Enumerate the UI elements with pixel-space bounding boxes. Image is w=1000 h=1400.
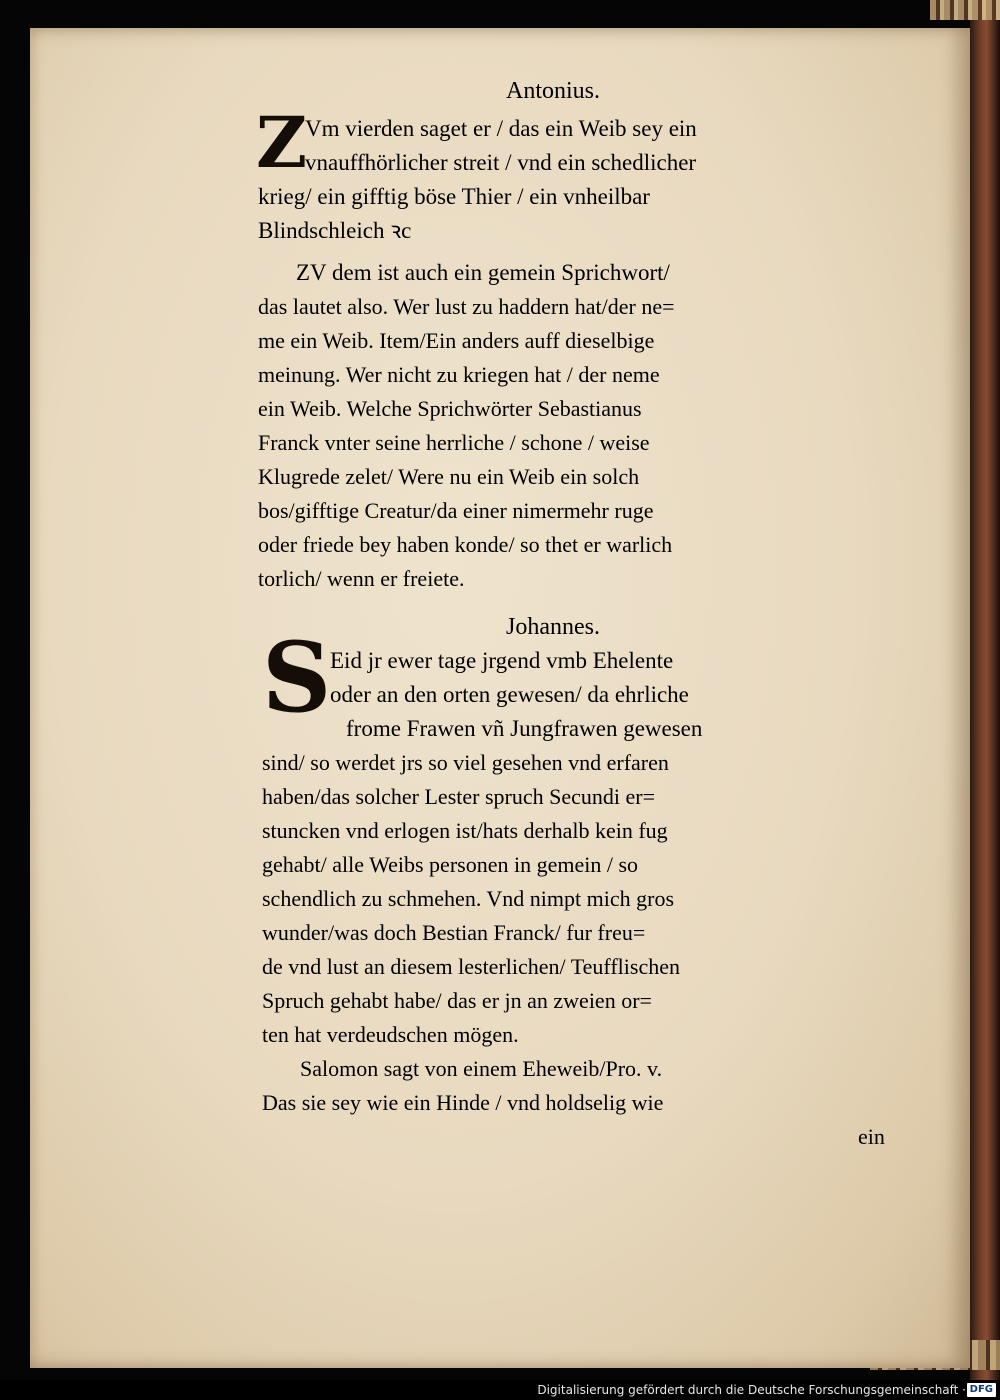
text-line: vnauffhörlicher streit / vnd ein schedlicher — [305, 150, 697, 175]
speaker-heading-johannes: Johannes. — [506, 614, 600, 640]
book-headband — [930, 0, 1000, 20]
text-line: Das sie sey wie ein Hinde / vnd holdselig wie — [262, 1090, 664, 1115]
text-line: krieg/ ein gifftig böse Thier / ein vnheilbar — [258, 184, 650, 209]
text-line: sind/ so werdet jrs so viel gesehen vnd erfaren — [262, 750, 669, 775]
text-line: torlich/ wenn er freiete. — [258, 566, 465, 591]
text-line: Klugrede zelet/ Were nu ein Weib ein solch — [258, 464, 640, 489]
text-line: wunder/was doch Bestian Franck/ fur freu= — [262, 920, 646, 945]
text-line: haben/das solcher Lester spruch Secundi er= — [262, 784, 655, 809]
text-line: oder friede bey haben konde/ so thet er warlich — [258, 532, 673, 557]
digitization-footer — [0, 1380, 1000, 1400]
text-line: bos/gifftige Creatur/da einer nimermehr ruge — [258, 498, 654, 523]
decorated-initial-z: Z — [256, 101, 308, 184]
decorated-initial-s: S — [262, 621, 332, 734]
text-line: Franck vnter seine herrliche / schone / weise — [258, 430, 650, 455]
text-line: ZV dem ist auch ein gemein Sprichwort/ — [296, 260, 670, 285]
text-line: de vnd lust an diesem lesterlichen/ Teufflischen — [262, 954, 680, 979]
dfg-logo-icon: DFG — [967, 1383, 996, 1397]
funding-credit: Digitalisierung gefördert durch die Deutsche Forschungsgemeinschaft · — [537, 1383, 966, 1397]
text-line: stuncken vnd erlogen ist/hats derhalb kein fug — [262, 818, 668, 843]
book-cover-edge — [970, 0, 1000, 1380]
text-line: Eid jr ewer tage jrgend vmb Ehelente — [330, 648, 674, 673]
text-line: ten hat verdeudschen mögen. — [262, 1022, 519, 1047]
text-line: Vm vierden saget er / das ein Weib sey ein — [305, 116, 697, 141]
text-line: schendlich zu schmehen. Vnd nimpt mich gros — [262, 886, 675, 911]
text-line: das lautet also. Wer lust zu haddern hat/der ne= — [258, 294, 675, 319]
text-line: Spruch gehabt habe/ das er jn an zweien or= — [262, 988, 652, 1013]
speaker-heading-antonius: Antonius. — [506, 78, 601, 104]
text-line: meinung. Wer nicht zu kriegen hat / der neme — [258, 362, 660, 387]
text-line: Salomon sagt von einem Eheweib/Pro. v. — [300, 1056, 663, 1081]
text-line: me ein Weib. Item/Ein anders auff dieselbige — [258, 328, 655, 353]
text-line: frome Frawen vñ Jungfrawen gewesen — [346, 716, 703, 741]
text-line: oder an den orten gewesen/ da ehrliche — [330, 682, 689, 707]
text-line: gehabt/ alle Weibs personen in gemein / so — [262, 852, 639, 877]
text-line: ein Weib. Welche Sprichwörter Sebastianus — [258, 396, 642, 421]
catchword: ein — [858, 1124, 885, 1149]
text-line: Blindschleich ꝛc — [258, 218, 412, 243]
book-page — [30, 28, 970, 1368]
